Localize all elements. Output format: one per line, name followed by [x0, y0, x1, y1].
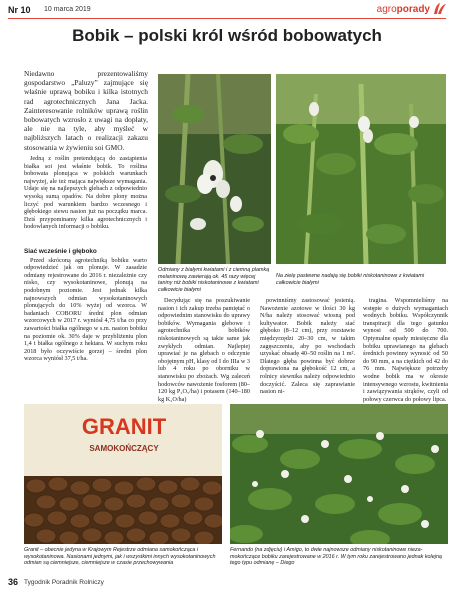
publication-name: Tygodnik Poradnik Rolniczy — [24, 579, 104, 586]
column-3 — [260, 297, 355, 397]
column-1-top — [24, 155, 147, 232]
header-divider — [8, 18, 446, 19]
column-1-bottom — [24, 248, 147, 364]
photo-3-caption: Granit – obecnie jedyna w Krajowym Rejestrze odmiana samokończąca i wysokotaninowa. Nasionami jednymi, jak i wszystkimi innych wysokotaninowych odmian są ciemniejsze, ciemniejsze w czasie przechowywania — [24, 547, 216, 567]
brand-logo-icon — [432, 2, 448, 16]
photo-white-flowers — [158, 74, 271, 264]
paragraph: Decydując się na poszukiwanie nasion i ich zakup trzeba pamiętać o odpowiednim stanowisku do uprawy bobików. Wymagania glebowe i agrotechnika bobików niskotaninowych są takie same jak zwykłych odmian. Najlepiej uprawiać je na glebach o odczynie obojętnym pH, klasy od I do IIIa w 3 lub 4 roku po oborniku w stanowisku po zbożach. Wg zaleceń hodowców nawożenie fosforem (80–120 kg P₂O₅/ha) i potasem (140–180 kg K₂O/ha) — [158, 297, 250, 403]
column-4 — [363, 297, 448, 404]
paragraph: tragina. Wspomnieliśmy na wstępie o dużych wymaganiach wodnych bobiku. Współczynnik transpiracji dla tego gatunku wynosi od 500 do 700. Optymalne opady miesięczne dla bobiku uprawianego na glebach średnich powinny wynosić od 50 do 90 mm, a na ciężkich od 42 do 76 mm. Największe potrzeby wodne bobik ma w okresie intensywnego wzrostu, kwitnienia i zawiązywania strąków, czyli od połowy czerwca do połowy lipca. — [363, 297, 448, 403]
column-2 — [158, 297, 250, 404]
photo-field-plants — [276, 74, 446, 264]
bag-brand: GRANIT — [81, 414, 167, 439]
photo-flowering-field — [230, 404, 448, 544]
seeds-pile — [24, 476, 222, 544]
subheading: Siać wcześnie i głęboko — [24, 248, 97, 255]
bag-subtitle: SAMOKOŃCZĄCY — [89, 444, 159, 453]
article-title: Bobik – polski król wśród bobowatych — [72, 26, 382, 45]
section-brand — [377, 4, 430, 15]
paragraph: powinniśmy zastosować jesienią. Nawożenie azotowe w ilości 30 kg N/ha należy stosować wiosną pod kultywator. Bobik należy siać głęboko (8–12 cm), przy rozstawie międzyrzędzi 20–30 cm, w takim zagęszczeniu, aby po wschodach uzyskać obsadę 40–50 roślin na 1 m². Dlatego głęba powinna być dobrze doprawiona na głębokość 12 cm, a rolnicy siewnika należy odpowiednio doczyścić. Zaleca się zaprawianie nasion ni- — [260, 297, 355, 396]
issue-date: 10 marca 2019 — [44, 6, 91, 13]
photo-2-caption: Na zielę pastewne nadają się bobiki niskotaninowe z kwiatami całkowicie białymi — [276, 273, 425, 286]
photo-granit-seeds — [24, 404, 222, 544]
brand-prefix: agro — [376, 4, 397, 15]
article-lead: Niedawno prezentowaliśmy gospodarstwo „Paluzy” zajmujące się właśnie uprawą bobiku i kilka istotnych rad agrotechnicznych Jana Jacka. Zainteresowanie rolników uprawą roślin bobowatych wzrosło z uwagi na dopłaty, ale nie na tyle, aby myśleć w najbliższych latach o realizacji zakazu stosowania w żywieniu soi GMO. — [24, 69, 148, 152]
paragraph: Przed skróconą agrotechniką bobiku warto odpowiedzieć jak on plonuje. W zasadzie odmiany rejestrowane do 2016 r. niezależnie czy nisko, czy wysokotaninowe, plonują na podobnym poziomie. Jest jednak kilka najnowszych odmian wysokotaninowych plonujących do 10% wyżej od wzorca. W badaniach COBORU średni plon odmian wzorcowych w 2017 r. wyniósł 4,75 t/ha co przy zawartości białka ogólnego w s.m. nasion bobiku na poziomie ok. 30% daje w przybliżeniu plon 1,4 t białka ogólnego z hektara. W suchym roku 2018 było oczywiście gorzej – średni plon wzorca wyniósł 37,5 t/ha. — [24, 256, 147, 363]
issue-number: Nr 10 — [8, 5, 31, 15]
photo-4-caption: Fernando (na zdjęciu) i Amigo, to dwie najnowsze odmiany niskotaninowe nieza-mokończące bobiku zarejestrowane w 2016 r. W tym roku zarejestrowano jednak kolejną tego typu odmianę – Diego — [230, 547, 442, 567]
photo-1-caption: Odmiany z białymi kwiatami i z ciemną plamką melaninową zawierają ok. 45 razy więcej taniny niż bobiki niskotaninowe z kwiatami całkowicie białymi — [158, 267, 270, 293]
paragraph: Jedną z roślin pretendującą do zastąpienia białka soi jest właśnie bobik. To roślina bobowata plonująca w polskich warunkach najwyżej, ale też mająca największe wymagania. Udaje się na najlepszych glebach z odpowiednio wysoką sumą opadów. Na dobre plony można liczyć pod warunkiem bardzo wczesnego i głębokiego siewu nasion już na początku marca. Dziś przypominamy kilka agrotechnicznych i hodowlanych informacji o bobiku. — [24, 155, 147, 231]
page-number: 36 — [8, 577, 19, 587]
brand-suffix: porady — [396, 4, 430, 15]
